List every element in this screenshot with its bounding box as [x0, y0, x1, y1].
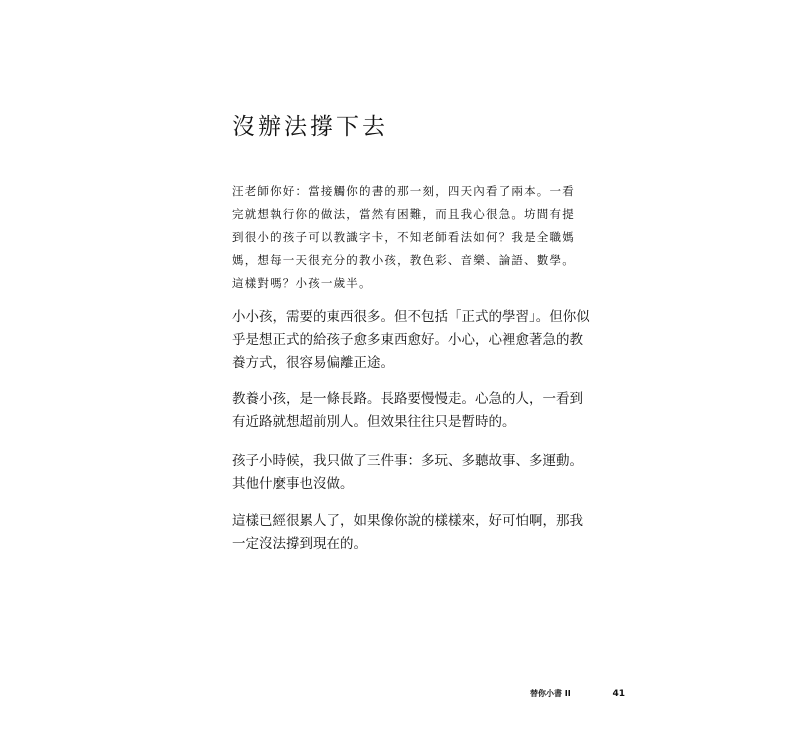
page-footer — [530, 688, 625, 699]
reply-paragraph: 這樣已經很累人了，如果像你說的樣樣來，好可怕啊，那我一定沒法撐到現在的。 — [232, 513, 583, 552]
reply-paragraph: 孩子小時候，我只做了三件事：多玩、多聽故事、多運動。其他什麼事也沒做。 — [232, 453, 583, 492]
reply-paragraph: 小小孩，需要的東西很多。但不包括「正式的學習」。但你似乎是想正式的給孩子愈多東西愈好。小心，心裡愈著急的教養方式，很容易偏離正途。 — [232, 309, 590, 371]
reply-paragraph: 教養小孩，是一條長路。長路要慢慢走。心急的人，一看到有近路就想超前別人。但效果往往只是暫時的。 — [232, 391, 583, 430]
page-number: 41 — [612, 688, 625, 699]
chapter-title: 沒辦法撐下去 — [232, 114, 388, 140]
reader-letter: 汪老師你好：當接觸你的書的那一刻，四天內看了兩本。一看完就想執行你的做法，當然有困難，而且我心很急。坊間有提到很小的孩子可以教識字卡，不知老師看法如何？我是全職媽媽，想每一天很充分的教小孩，教色彩、音樂、論語、數學。這樣對嗎？小孩一歲半。 — [232, 184, 575, 290]
running-book-title: 替你小書 II — [530, 689, 571, 698]
